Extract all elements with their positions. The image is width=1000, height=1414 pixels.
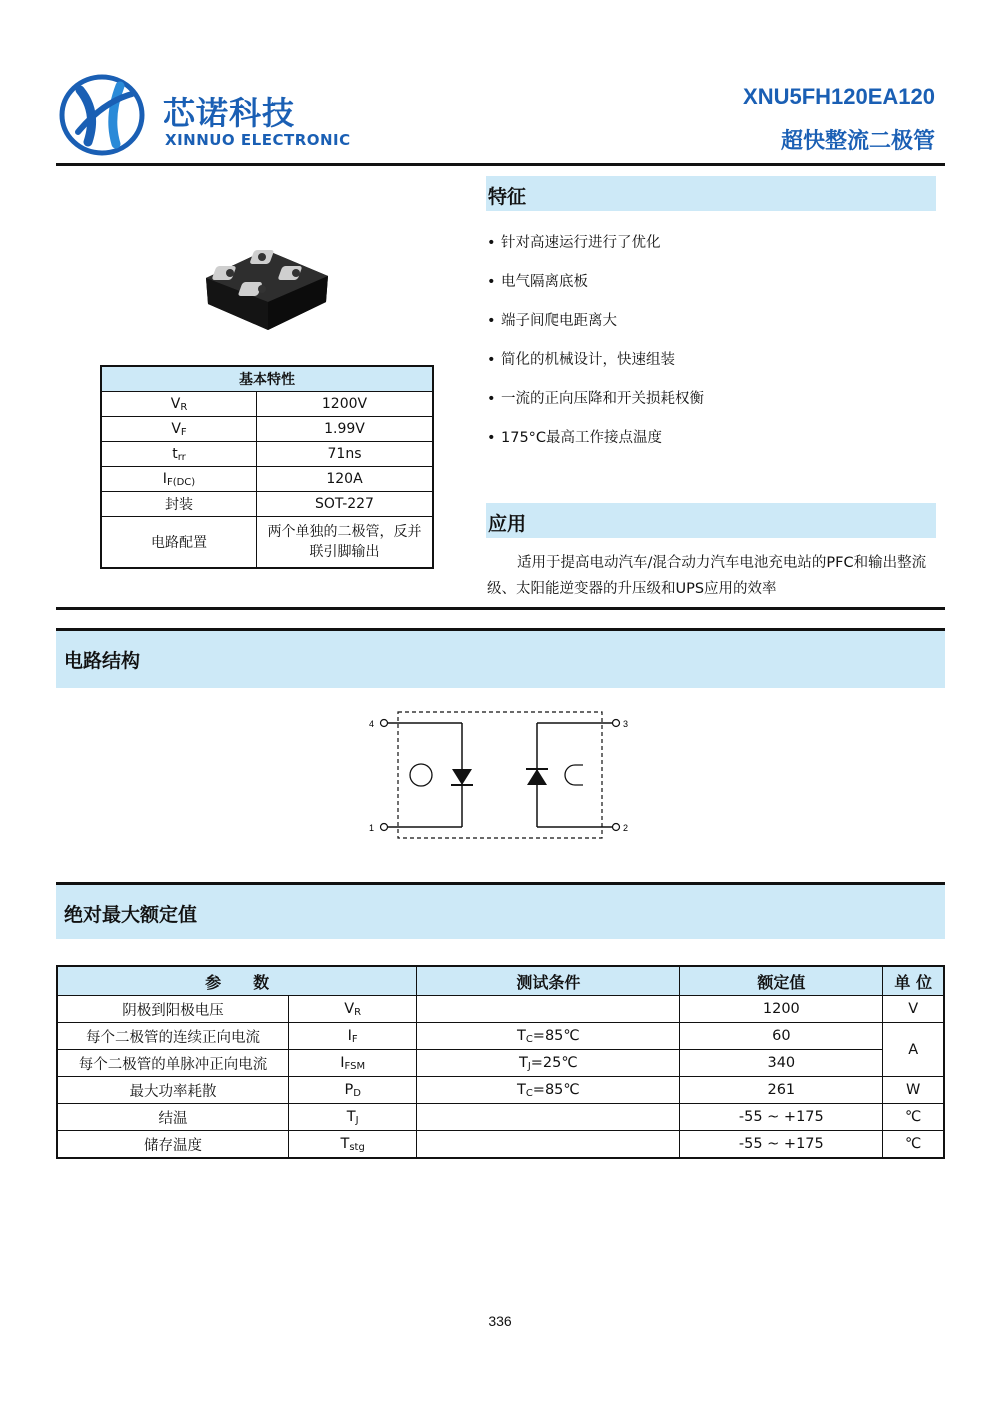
unit: W [883,1077,944,1104]
param-value: 1200V [257,392,434,417]
application-title: 应用 [488,513,527,535]
param-symbol: I [340,1054,345,1071]
cond-subscript: C [525,1087,533,1099]
param-name: 储存温度 [57,1131,289,1159]
feature-text: 简化的机械设计，快速组装 [501,352,675,368]
header-divider [56,163,945,166]
param-subscript: FSM [344,1060,366,1072]
config-line-1: 两个单独的二极管，反并 [267,524,422,540]
application-text: 适用于提高电动汽车/混合动力汽车电池充电站的PFC和输出整流级、太阳能逆变器的升压级和UPS应用的效率 [487,555,927,597]
feature-text: 电气隔离底板 [501,274,588,290]
table-row [57,1131,944,1159]
feature-text: 175°C最高工作接点温度 [501,430,663,446]
param-subscript: F(DC) [166,476,196,488]
feature-text: 一流的正向压降和开关损耗权衡 [501,391,704,407]
cond-value: =85℃ [532,1027,580,1044]
table-row [57,1050,944,1077]
table-row [57,996,944,1023]
table-row [101,417,433,442]
param-symbol: t [172,445,178,462]
basic-table-title: 基本特性 [101,366,433,392]
param-symbol: I [162,470,167,487]
config-line-2: 联引脚输出 [309,544,380,560]
param-value: SOT-227 [257,492,434,517]
features-header-bar [486,176,936,211]
param-symbol: V [170,395,181,412]
param-name: 每个二极管的单脉冲正向电流 [57,1050,289,1077]
param-symbol: V [344,1000,355,1017]
param-symbol: T [340,1135,350,1152]
logo-english-name: XINNUO ELECTRONIC [165,131,351,149]
pin-label: 3 [623,719,629,729]
table-row [101,442,433,467]
part-number: XNU5FH120EA120 [743,84,935,109]
header-param: 参 数 [57,966,417,996]
feature-text: 端子间爬电距离大 [501,313,617,329]
feature-item: • 针对高速运行进行了优化 [487,235,661,251]
cond-subscript: C [525,1033,533,1045]
circuit-title: 电路结构 [64,650,141,672]
table-row [101,492,433,517]
param-subscript: R [180,401,188,413]
param-subscript: F [351,1033,358,1045]
unit: V [883,996,944,1023]
header-cond: 测试条件 [417,966,680,996]
section-divider [56,607,945,610]
rated-value: -55 ~ +175 [680,1104,883,1131]
header-unit: 单 位 [883,966,944,996]
unit: A [883,1023,944,1077]
param-symbol: P [344,1081,354,1098]
param-subscript: D [353,1087,361,1099]
feature-item: • 一流的正向压降和开关损耗权衡 [487,391,704,407]
basic-characteristics-table [100,365,434,569]
rated-value: 1200 [680,996,883,1023]
param-subscript: J [355,1114,359,1126]
company-logo-icon [58,72,148,158]
rated-value: 261 [680,1077,883,1104]
cond-subscript: J [527,1060,531,1072]
param-name: 结温 [57,1104,289,1131]
module-package-image [196,240,336,332]
param-name: 最大功率耗散 [57,1077,289,1104]
feature-item: • 电气隔离底板 [487,274,588,290]
pin-label: 1 [369,823,375,833]
cond-symbol: T [518,1054,528,1071]
table-row [57,1023,944,1050]
param-value: 71ns [257,442,434,467]
product-type: 超快整流二极管 [780,129,935,154]
param-subscript: stg [349,1141,365,1153]
cond-value: =85℃ [532,1081,580,1098]
table-row [101,467,433,492]
cond-value: =25℃ [530,1054,578,1071]
table-row [101,392,433,417]
param-name: 每个二极管的连续正向电流 [57,1023,289,1050]
pin-label: 2 [623,823,629,833]
param-name: 阴极到阳极电压 [57,996,289,1023]
param-subscript: F [180,426,187,438]
features-title: 特征 [488,186,527,208]
rated-value: -55 ~ +175 [680,1131,883,1159]
feature-text: 针对高速运行进行了优化 [501,235,661,251]
unit: ℃ [883,1104,944,1131]
param-symbol: V [171,420,181,437]
feature-item: • 端子间爬电距离大 [487,313,617,329]
param-symbol: T [346,1108,356,1125]
param-subscript: rr [177,451,186,463]
application-header-bar [486,503,936,538]
cond-symbol: T [516,1081,526,1098]
table-row [101,517,433,569]
rated-value: 340 [680,1050,883,1077]
header-rated: 额定值 [680,966,883,996]
feature-item: • 简化的机械设计，快速组装 [487,352,675,368]
logo-chinese-name: 芯诺科技 [163,94,296,132]
param-symbol: I [347,1027,352,1044]
param-symbol: 封装 [165,497,193,513]
config-label: 电路配置 [101,517,257,569]
circuit-diagram [365,705,635,845]
feature-item: • 175°C最高工作接点温度 [487,430,663,446]
table-row [57,1104,944,1131]
cond-symbol: T [516,1027,526,1044]
circuit-header-bar [56,631,945,688]
pin-label: 4 [369,719,375,729]
page-number: 336 [488,1313,512,1329]
ratings-title: 绝对最大额定值 [64,904,198,926]
ratings-table [56,965,945,1159]
param-value: 120A [257,467,434,492]
param-subscript: R [354,1006,362,1018]
table-row [57,1077,944,1104]
param-value: 1.99V [257,417,434,442]
unit: ℃ [883,1131,944,1159]
rated-value: 60 [680,1023,883,1050]
